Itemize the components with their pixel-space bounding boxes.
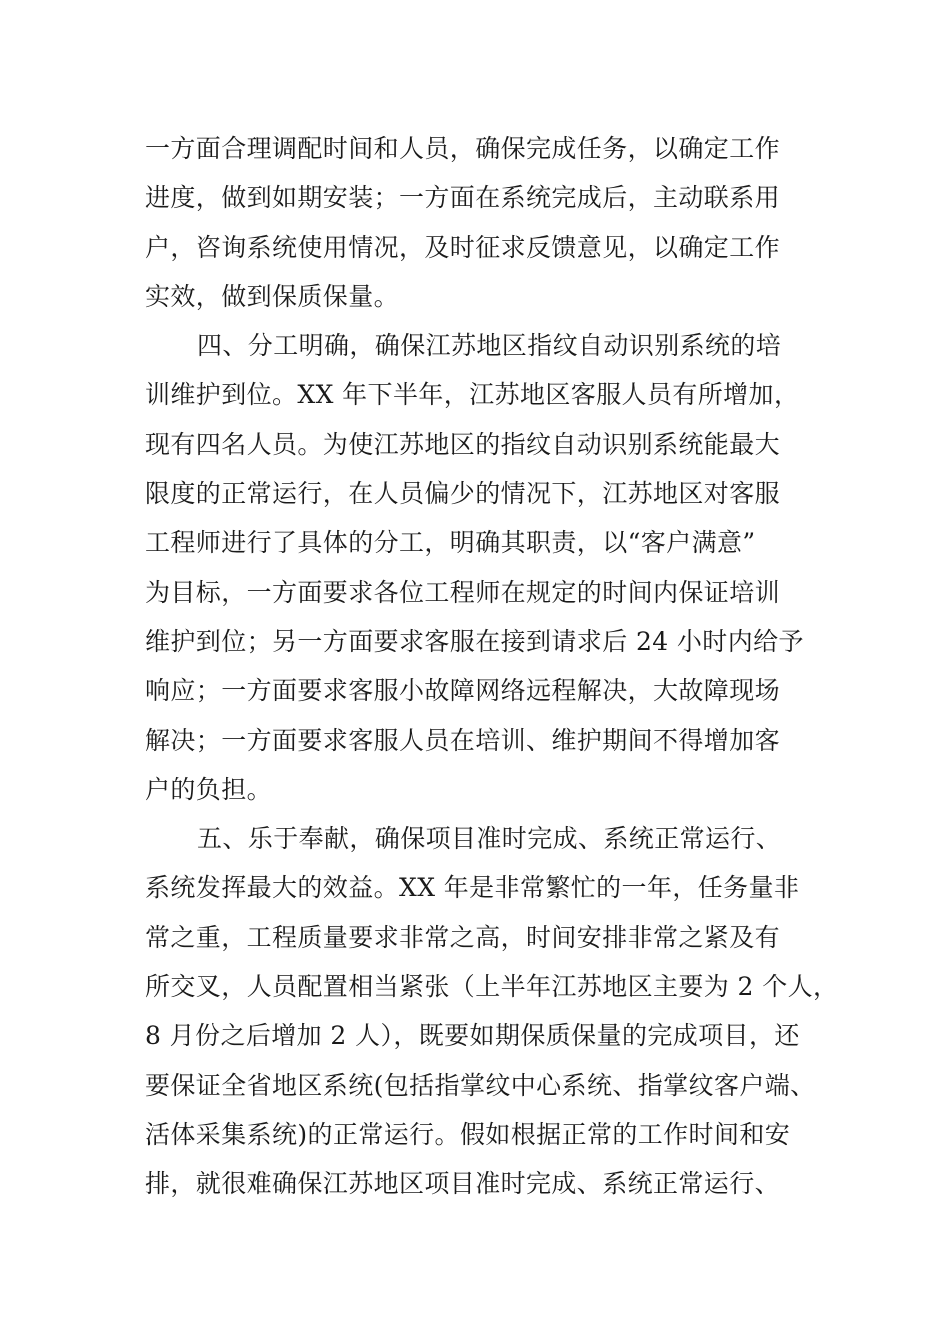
text-line: 活体采集系统)的正常运行。假如根据正常的工作时间和安 xyxy=(145,1119,791,1149)
text-line: 排，就很难确保江苏地区项目准时完成、系统正常运行、 xyxy=(145,1169,781,1199)
text-line: 户，咨询系统使用情况，及时征求反馈意见，以确定工作 xyxy=(145,232,781,262)
text-line: 工程师进行了具体的分工，明确其职责，以“客户满意” xyxy=(145,528,756,558)
document-body xyxy=(145,124,839,1209)
text-line: 解决；一方面要求客服人员在培训、维护期间不得增加客 xyxy=(145,725,781,755)
text-line: 为目标，一方面要求各位工程师在规定的时间内保证培训 xyxy=(145,577,781,607)
text-line: 响应；一方面要求客服小故障网络远程解决，大故障现场 xyxy=(145,676,781,706)
text-line: 所交叉，人员配置相当紧张（上半年江苏地区主要为 2 个人， xyxy=(145,972,839,1002)
text-line: 现有四名人员。为使江苏地区的指纹自动识别系统能最大 xyxy=(145,429,781,459)
text-line: 一方面合理调配时间和人员，确保完成任务，以确定工作 xyxy=(145,134,781,163)
text-line: 系统发挥最大的效益。XX 年是非常繁忙的一年，任务量非 xyxy=(145,873,800,903)
text-line: 要保证全省地区系统(包括指掌纹中心系统、指掌纹客户端、 xyxy=(145,1070,816,1100)
text-line: 8 月份之后增加 2 人），既要如期保质保量的完成项目，还 xyxy=(145,1021,800,1051)
text-line: 进度，做到如期安装；一方面在系统完成后，主动联系用 xyxy=(145,183,781,213)
text-line: 实效，做到保质保量。 xyxy=(145,281,400,311)
paragraph-first-line: 四、分工明确，确保江苏地区指纹自动识别系统的培 xyxy=(197,331,782,361)
text-line: 常之重，工程质量要求非常之高，时间安排非常之紧及有 xyxy=(145,922,781,952)
paragraph-first-line: 五、乐于奉献，确保项目准时完成、系统正常运行、 xyxy=(197,824,782,854)
text-line: 维护到位；另一方面要求客服在接到请求后 24 小时内给予 xyxy=(145,626,804,656)
text-line: 训维护到位。XX 年下半年，江苏地区客服人员有所增加， xyxy=(145,380,800,410)
text-line: 户的负担。 xyxy=(145,774,273,804)
text-line: 限度的正常运行，在人员偏少的情况下，江苏地区对客服 xyxy=(145,479,781,509)
